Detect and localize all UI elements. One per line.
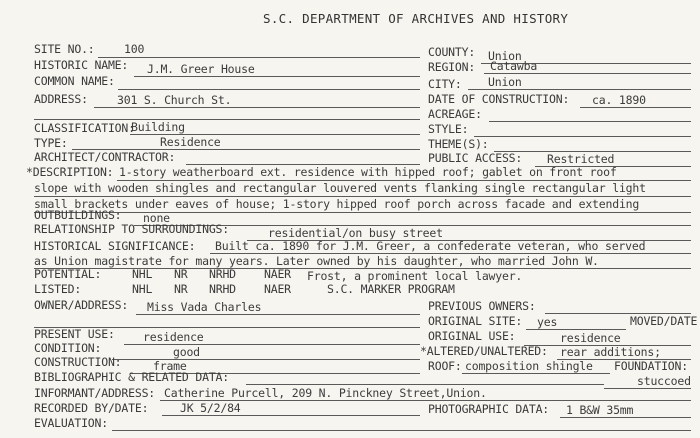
card-title: S.C. DEPARTMENT OF ARCHIVES AND HISTORY [263, 11, 569, 26]
relationship-value: residential/on busy street [268, 226, 443, 240]
address-rule [94, 107, 420, 108]
condition-label: CONDITION: [34, 341, 102, 355]
previous-owners-label: PREVIOUS OWNERS: [428, 299, 536, 313]
marker-program: S.C. MARKER PROGRAM [327, 282, 455, 296]
present-use-label: PRESENT USE: [34, 327, 115, 341]
informant-label: INFORMANT/ADDRESS: [34, 386, 156, 400]
relationship-label: RELATIONSHIP TO SURROUNDINGS: [34, 222, 229, 236]
style-rule [474, 136, 691, 137]
description-rule-3 [34, 212, 691, 213]
roof-rule [462, 373, 610, 374]
address-value: 301 S. Church St. [117, 93, 232, 107]
description-line-3: small brackets under eaves of house; 1-story hipped roof porch across facade and extending [34, 197, 640, 211]
outbuildings-label: OUTBUILDINGS: [34, 208, 122, 222]
recorded-label: RECORDED BY/DATE: [34, 401, 149, 415]
classification-value: Building [131, 120, 185, 134]
condition-value: good [173, 345, 200, 359]
historic-name-value: J.M. Greer House [147, 62, 255, 76]
common-name-label: COMMON NAME: [34, 74, 115, 88]
significance-line-3: Frost, a prominent local lawyer. [307, 269, 523, 283]
moved-date-label: MOVED/DATE [630, 314, 698, 328]
owner-value: Miss Vada Charles [147, 300, 262, 314]
themes-label: THEME(S): [428, 137, 489, 151]
recorded-rule [162, 415, 420, 416]
acreage-rule [489, 121, 691, 122]
original-site-value: yes [537, 315, 558, 329]
address-label: ADDRESS: [34, 92, 88, 106]
potential-nr: NR [174, 267, 188, 281]
foundation-rule [604, 388, 691, 389]
bibliographic-label: BIBLIOGRAPHIC & RELATED DATA: [34, 370, 229, 384]
photographic-value: 1 B&W 35mm [566, 403, 634, 417]
classification-label: CLASSIFICATION: [34, 121, 135, 135]
historic-name-label: HISTORIC NAME: [34, 58, 129, 72]
site-no-value: 100 [124, 42, 145, 56]
region-value: Catawba [490, 59, 538, 73]
photographic-label: PHOTOGRAPHIC DATA: [428, 402, 550, 416]
construction-value: frame [153, 359, 187, 373]
owner-rule [136, 314, 420, 315]
date-of-construction-label: DATE OF CONSTRUCTION: [428, 92, 570, 106]
present-use-rule [124, 344, 420, 345]
altered-value: rear additions; [560, 345, 661, 359]
city-rule [468, 89, 691, 90]
evaluation-rule [112, 430, 691, 431]
historic-name-rule [134, 76, 420, 77]
listed-label: LISTED: [34, 282, 82, 296]
potential-nrhd: NRHD [209, 267, 236, 281]
public-access-label: PUBLIC ACCESS: [428, 151, 523, 165]
construction-label: CONSTRUCTION: [34, 355, 122, 369]
common-name-rule [118, 89, 420, 90]
listed-nhl: NHL [132, 282, 153, 296]
informant-value: Catherine Purcell, 209 N. Pinckney Street,Union. [164, 386, 487, 400]
description-label: *DESCRIPTION: [26, 165, 114, 179]
evaluation-label: EVALUATION: [34, 416, 108, 430]
description-line-1: 1-story weatherboard ext. residence with hipped roof; gablet on front roof [119, 165, 617, 179]
recorded-value: JK 5/2/84 [180, 401, 241, 415]
foundation-label: FOUNDATION: [614, 359, 688, 373]
date-rule [580, 107, 691, 108]
listed-naer: NAER [264, 282, 291, 296]
acreage-label: ACREAGE: [428, 107, 482, 121]
significance-label: HISTORICAL SIGNIFICANCE: [34, 239, 196, 253]
county-label: COUNTY: [428, 45, 476, 59]
county-value: Union [488, 49, 522, 63]
date-of-construction-value: ca. 1890 [592, 93, 646, 107]
region-label: REGION: [428, 60, 476, 74]
architect-label: ARCHITECT/CONTRACTOR: [34, 150, 176, 164]
original-use-value: residence [560, 331, 621, 345]
style-label: STYLE: [428, 122, 469, 136]
potential-label: POTENTIAL: [34, 267, 102, 281]
bibliographic-rule [246, 384, 604, 385]
public-access-value: Restricted [547, 152, 615, 166]
present-use-value: residence [143, 330, 204, 344]
type-label: TYPE: [34, 136, 68, 150]
region-rule [484, 73, 691, 74]
separator-rule [34, 119, 420, 120]
outbuildings-value: none [143, 211, 170, 225]
potential-nhl: NHL [132, 267, 153, 281]
original-site-label: ORIGINAL SITE: [428, 314, 523, 328]
roof-label: ROOF: [428, 359, 462, 373]
foundation-value: stuccoed [637, 374, 691, 388]
photographic-rule [560, 417, 691, 418]
listed-nr: NR [174, 282, 188, 296]
roof-value: composition shingle [465, 359, 593, 373]
significance-line-1: Built ca. 1890 for J.M. Greer, a confederate veteran, who served [215, 239, 646, 253]
description-line-2: slope with wooden shingles and rectangular louvered vents flanking single rectangular light [34, 181, 646, 195]
significance-line-2: as Union magistrate for many years. Later owned by his daughter, who married John W. [34, 254, 599, 268]
listed-nrhd: NRHD [209, 282, 236, 296]
altered-label: *ALTERED/UNALTERED: [420, 344, 548, 358]
type-value: Residence [160, 135, 221, 149]
owner-label: OWNER/ADDRESS: [34, 298, 129, 312]
city-label: CITY: [428, 77, 462, 91]
potential-naer: NAER [264, 267, 291, 281]
city-value: Union [488, 75, 522, 89]
site-no-rule [98, 57, 420, 58]
original-site-rule [526, 329, 626, 330]
site-no-label: SITE NO.: [34, 42, 95, 56]
original-use-label: ORIGINAL USE: [428, 329, 516, 343]
